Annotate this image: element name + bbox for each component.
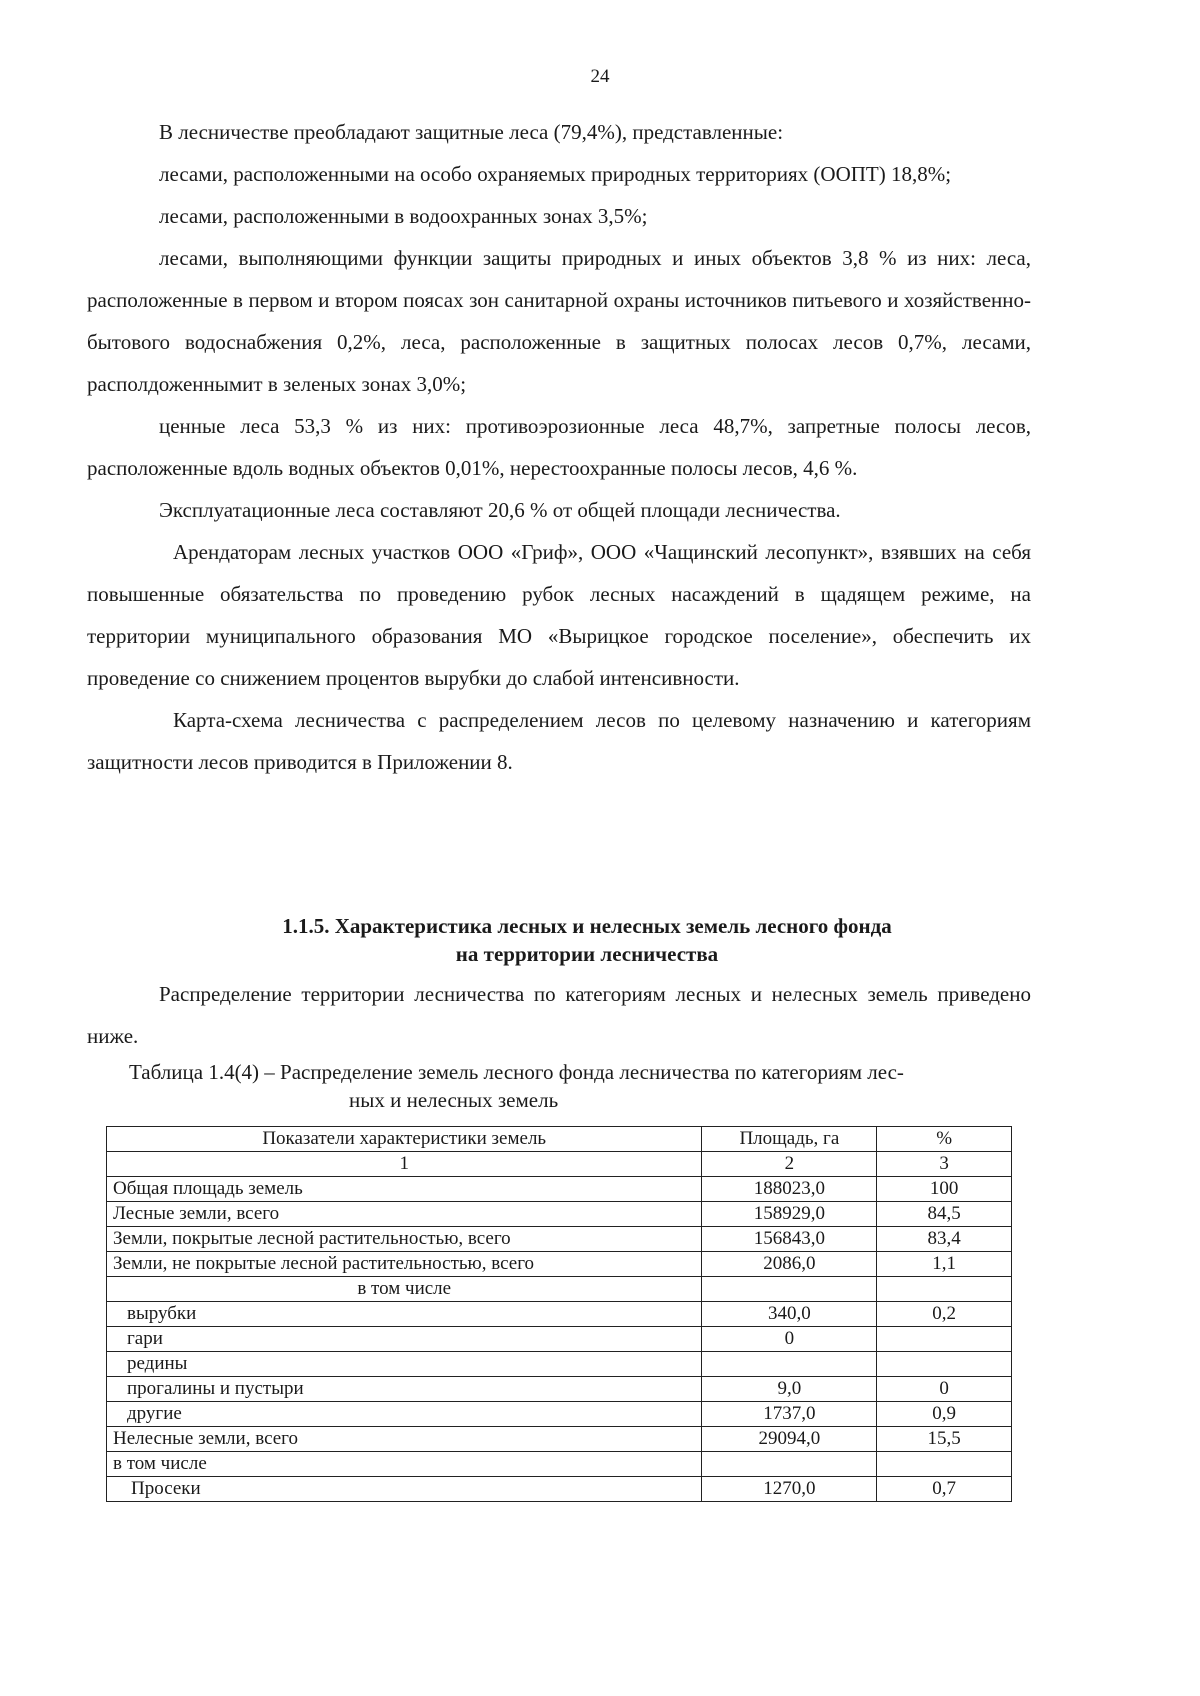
cell-area: 2086,0: [702, 1252, 877, 1277]
cell-indicator: прогалины и пустыри: [107, 1377, 702, 1402]
cell-area: 29094,0: [702, 1427, 877, 1452]
cell-indicator: Просеки: [107, 1477, 702, 1502]
cell-percent: 84,5: [877, 1202, 1012, 1227]
cell-percent: 83,4: [877, 1227, 1012, 1252]
body-paragraph: В лесничестве преобладают защитные леса (79,4%), представленные:: [159, 120, 784, 144]
table-row: [107, 1177, 1012, 1202]
table-row: [107, 1327, 1012, 1352]
cell-percent: 0: [877, 1377, 1012, 1402]
cell-area: [702, 1452, 877, 1477]
cell-percent: 100: [877, 1177, 1012, 1202]
table-caption-line-1: Таблица 1.4(4) – Распределение земель лесного фонда лесничества по категориям лес-: [129, 1060, 904, 1084]
cell-percent: 0,7: [877, 1477, 1012, 1502]
cell-indicator: Лесные земли, всего: [107, 1202, 702, 1227]
column-number-1: 1: [107, 1152, 702, 1177]
body-text: [87, 111, 1031, 783]
cell-area: 9,0: [702, 1377, 877, 1402]
table-body: [107, 1177, 1012, 1502]
cell-percent: 15,5: [877, 1427, 1012, 1452]
table-row: [107, 1402, 1012, 1427]
table-row: [107, 1452, 1012, 1477]
cell-area: 1737,0: [702, 1402, 877, 1427]
cell-percent: 0,2: [877, 1302, 1012, 1327]
section-heading: [87, 912, 1087, 968]
section-intro-paragraph: Распределение территории лесничества по категориям лесных и нелесных земель приведено ниже.: [87, 982, 1031, 1048]
body-paragraph: лесами, выполняющими функции защиты природных и иных объектов 3,8 % из них: леса, расположенные в первом и втором поясах зон санитарной охраны источников питьевого и хозяйственно-бытового водоснабжения 0,2%, леса, расположенные в защитных полосах лесов 0,7%, лесами, располдоженнымит в зеленых зонах 3,0%;: [87, 246, 1031, 396]
cell-percent: [877, 1277, 1012, 1302]
table-caption-line-2: ных и нелесных земель: [349, 1088, 559, 1112]
cell-area: 158929,0: [702, 1202, 877, 1227]
cell-indicator: в том числе: [107, 1452, 702, 1477]
cell-indicator: редины: [107, 1352, 702, 1377]
body-paragraph: лесами, расположенными в водоохранных зонах 3,5%;: [159, 204, 648, 228]
body-paragraph: Карта-схема лесничества с распределением лесов по целевому назначению и категориям защитности лесов приводится в Приложении 8.: [87, 708, 1031, 774]
table-row: [107, 1302, 1012, 1327]
column-number-2: 2: [702, 1152, 877, 1177]
cell-percent: 1,1: [877, 1252, 1012, 1277]
table-row: [107, 1477, 1012, 1502]
table-row: [107, 1227, 1012, 1252]
body-paragraph: лесами, расположенными на особо охраняемых природных территориях (ООПТ) 18,8%;: [159, 162, 952, 186]
cell-indicator: другие: [107, 1402, 702, 1427]
cell-percent: [877, 1327, 1012, 1352]
cell-percent: [877, 1452, 1012, 1477]
table-caption: [87, 1058, 1031, 1114]
section-heading-line-1: 1.1.5. Характеристика лесных и нелесных земель лесного фонда: [282, 914, 892, 938]
cell-indicator: в том числе: [107, 1277, 702, 1302]
cell-area: 0: [702, 1327, 877, 1352]
table-row: [107, 1352, 1012, 1377]
cell-percent: 0,9: [877, 1402, 1012, 1427]
cell-area: 156843,0: [702, 1227, 877, 1252]
land-categories-table: [106, 1126, 1012, 1502]
header-area: Площадь, га: [702, 1127, 877, 1152]
table-row: [107, 1277, 1012, 1302]
cell-area: 340,0: [702, 1302, 877, 1327]
cell-indicator: Общая площадь земель: [107, 1177, 702, 1202]
section-intro: [87, 973, 1031, 1057]
cell-indicator: Земли, покрытые лесной растительностью, всего: [107, 1227, 702, 1252]
cell-area: [702, 1352, 877, 1377]
cell-indicator: Земли, не покрытые лесной растительностью, всего: [107, 1252, 702, 1277]
table-row: [107, 1377, 1012, 1402]
header-indicators: Показатели характеристики земель: [107, 1127, 702, 1152]
header-percent: %: [877, 1127, 1012, 1152]
cell-percent: [877, 1352, 1012, 1377]
table-row: [107, 1427, 1012, 1452]
cell-area: 1270,0: [702, 1477, 877, 1502]
cell-area: [702, 1277, 877, 1302]
body-paragraph: Эксплуатационные леса составляют 20,6 % от общей площади лесничества.: [159, 498, 841, 522]
table-column-numbers-row: [107, 1152, 1012, 1177]
cell-indicator: вырубки: [107, 1302, 702, 1327]
cell-indicator: Нелесные земли, всего: [107, 1427, 702, 1452]
table-row: [107, 1202, 1012, 1227]
page-number: 24: [590, 66, 610, 87]
column-number-3: 3: [877, 1152, 1012, 1177]
section-heading-line-2: на территории лесничества: [455, 942, 719, 966]
table-row: [107, 1252, 1012, 1277]
cell-area: 188023,0: [702, 1177, 877, 1202]
body-paragraph: ценные леса 53,3 % из них: противоэрозионные леса 48,7%, запретные полосы лесов, расположенные вдоль водных объектов 0,01%, нерестоохранные полосы лесов, 4,6 %.: [87, 414, 1031, 480]
cell-indicator: гари: [107, 1327, 702, 1352]
table-header-row: [107, 1127, 1012, 1152]
body-paragraph: Арендаторам лесных участков ООО «Гриф», ООО «Чащинский лесопункт», взявших на себя повышенные обязательства по проведению рубок лесных насаждений в щадящем режиме, на территории муниципального образования МО «Вырицкое городское поселение», обеспечить их проведение со снижением процентов вырубки до слабой интенсивности.: [87, 540, 1031, 690]
